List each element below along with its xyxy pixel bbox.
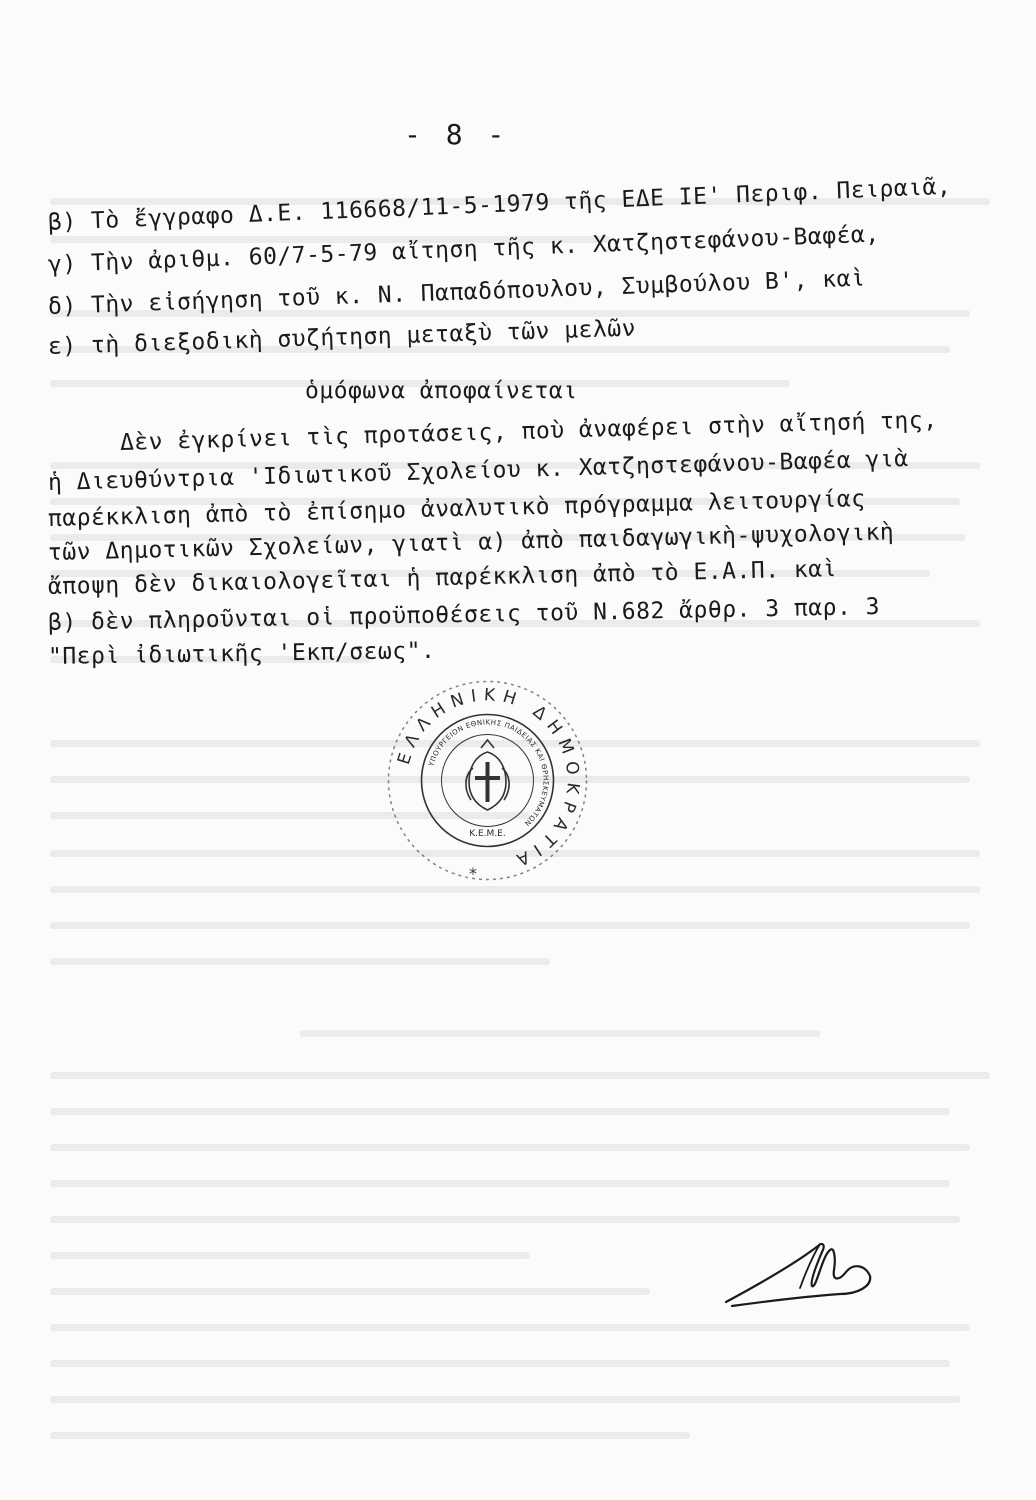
paragraph-line-4: τῶν Δημοτικῶν Σχολείων, γιατὶ α) ἀπὸ παιδαγωγικὴ-ψυχολογικὴ <box>47 519 895 566</box>
svg-text:Κ.Ε.Μ.Ε.: Κ.Ε.Μ.Ε. <box>469 829 506 839</box>
paragraph-line-6: β) δὲν πληροῦνται οἱ προϋποθέσεις τοῦ Ν.682 ἄρθρ. 3 παρ. 3 <box>47 594 881 636</box>
paragraph-line-1: Δὲν ἐγκρίνει τὶς προτάσεις, ποὺ ἀναφέρει στὴν αἴτησή της, <box>119 407 938 456</box>
svg-text:ΥΠΟΥΡΓΕΙΟΝ ΕΘΝΙΚΗΣ ΠΑΙΔΕΙΑΣ ΚΑ: ΥΠΟΥΡΓΕΙΟΝ ΕΘΝΙΚΗΣ ΠΑΙΔΕΙΑΣ ΚΑΙ ΘΡΗΣΚΕΥΜΑΤΩΝ <box>427 718 550 828</box>
item-d: δ) Τὴν εἰσήγηση τοῦ κ. Ν. Παπαδόπουλου, Συμβούλου Β', καὶ <box>47 265 866 320</box>
paragraph-line-7: "Περὶ ἰδιωτικῆς 'Εκπ/σεως". <box>47 637 436 670</box>
official-stamp <box>385 678 590 883</box>
page-number: - 8 - <box>404 118 509 151</box>
greek-coat-of-arms-icon <box>466 740 509 810</box>
svg-text:ΕΛΛΗΝΙΚΗ ΔΗΜΟΚΡΑΤΙΑ: ΕΛΛΗΝΙΚΗ ΔΗΜΟΚΡΑΤΙΑ <box>394 685 584 872</box>
paragraph-line-2: ἡ Διευθύντρια 'Ιδιωτικοῦ Σχολείου κ. Χατζηστεφάνου-Βαφέα γιὰ <box>47 445 909 496</box>
paragraph-line-5: ἄποψη δὲν δικαιολογεῖται ἡ παρέκκλιση ἀπὸ τὸ Ε.Α.Π. καὶ <box>47 556 838 600</box>
item-e: ε) τὴ διεξοδικὴ συζήτηση μεταξὺ τῶν μελῶν <box>47 315 637 360</box>
handwritten-signature <box>722 1236 882 1308</box>
decision-heading: ὁμόφωνα ἀποφαίνεται <box>305 378 578 404</box>
item-c: γ) Τὴν ἀριθμ. 60/7-5-79 αἴτηση τῆς κ. Χατζηστεφάνου-Βαφέα, <box>47 221 881 278</box>
svg-text:*: * <box>469 864 477 883</box>
item-b: β) Τὸ ἔγγραφο Δ.Ε. 116668/11-5-1979 τῆς ΕΔΕ ΙΕ' Περιφ. Πειραιᾶ, <box>47 173 952 236</box>
paragraph-line-3: παρέκκλιση ἀπὸ τὸ ἐπίσημο ἀναλυτικὸ πρόγραμμα λειτουργίας <box>47 486 866 532</box>
